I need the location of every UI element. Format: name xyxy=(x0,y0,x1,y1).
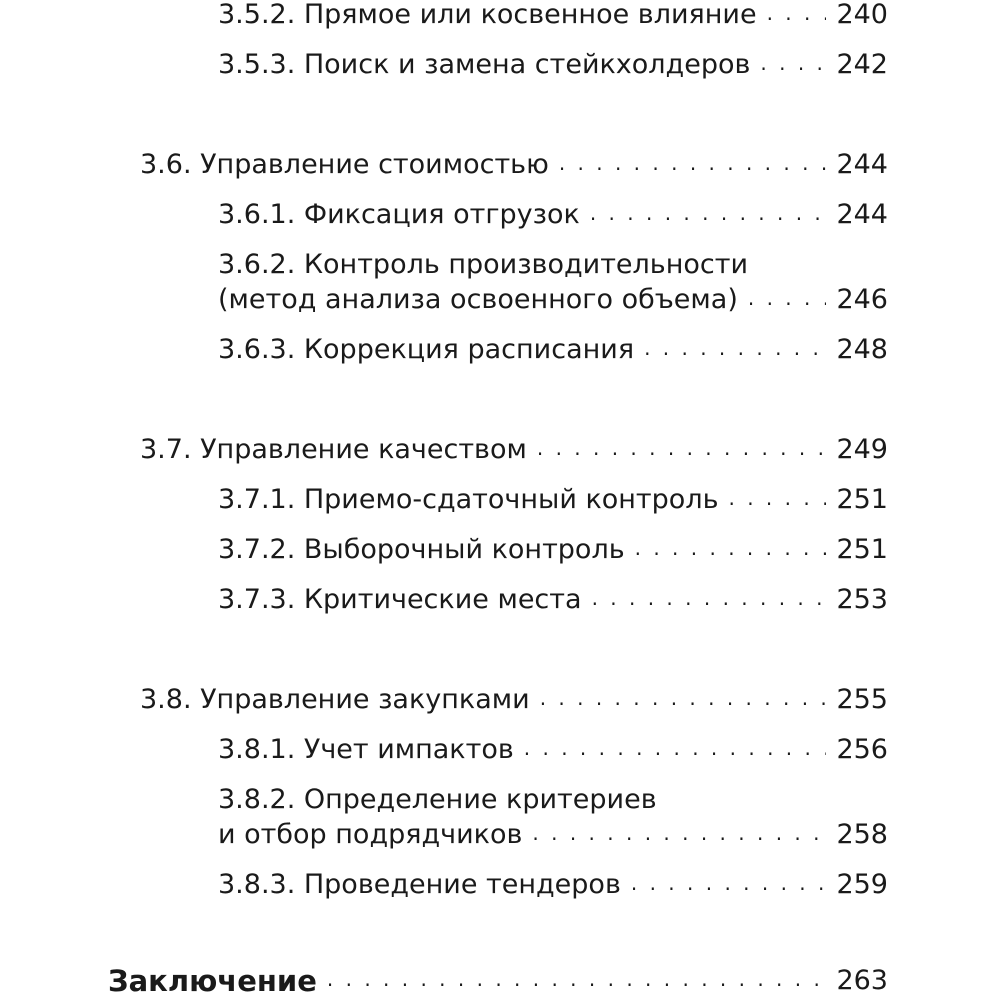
toc-entry-title-continued: и отбор подрядчиков xyxy=(218,819,523,850)
toc-entry-3-7-1[interactable] xyxy=(218,477,888,517)
toc-entry-title: 3.8. Управление закупками xyxy=(140,684,530,715)
toc-entry-3-6-1[interactable] xyxy=(218,192,888,232)
dot-leader xyxy=(592,587,827,611)
toc-entry-page-number: 249 xyxy=(836,434,888,465)
toc-entry-title: 3.8.2. Определение критериев xyxy=(218,784,657,815)
toc-entry-3-8-2[interactable] xyxy=(218,812,888,852)
toc-entry-3-5-3[interactable] xyxy=(218,42,888,82)
toc-entry-title: 3.7.2. Выборочный контроль xyxy=(218,534,625,565)
toc-entry-title: 3.5.3. Поиск и замена стейкхолдеров xyxy=(218,49,751,80)
dot-leader xyxy=(635,537,827,561)
toc-entry-title: 3.7.3. Критические места xyxy=(218,584,582,615)
toc-entry-page-number: 251 xyxy=(836,534,888,565)
dot-leader xyxy=(590,202,827,226)
toc-entry-page-number: 256 xyxy=(836,734,888,765)
toc-entry-title: Заключение xyxy=(108,964,317,998)
toc-entry-title: 3.7. Управление качеством xyxy=(140,434,527,465)
toc-entry-conclusion[interactable] xyxy=(108,958,888,998)
toc-entry-3-6-2[interactable] xyxy=(218,277,888,317)
toc-entry-title: 3.5.2. Прямое или косвенное влияние xyxy=(218,0,757,30)
dot-leader xyxy=(524,737,827,761)
dot-leader xyxy=(729,487,827,511)
toc-entry-title-continued: (метод анализа освоенного объема) xyxy=(218,284,738,315)
toc-entry-3-7[interactable] xyxy=(140,427,888,467)
toc-entry-page-number: 258 xyxy=(836,819,888,850)
dot-leader xyxy=(532,822,826,846)
dot-leader xyxy=(540,687,827,711)
toc-entry-page-number: 246 xyxy=(836,284,888,315)
toc-entry-page-number: 244 xyxy=(836,199,888,230)
dot-leader xyxy=(760,52,826,76)
dot-leader xyxy=(559,152,827,176)
dot-leader xyxy=(767,2,827,26)
toc-entry-page-number: 248 xyxy=(836,334,888,365)
dot-leader xyxy=(537,437,827,461)
toc-entry-3-7-2[interactable] xyxy=(218,527,888,567)
toc-entry-3-8-2-line1[interactable] xyxy=(218,777,888,817)
toc-entry-3-6-3[interactable] xyxy=(218,327,888,367)
toc-entry-page-number: 244 xyxy=(836,149,888,180)
toc-entry-title: 3.8.3. Проведение тендеров xyxy=(218,869,621,900)
toc-entry-title: 3.6.3. Коррекция расписания xyxy=(218,334,635,365)
toc-entry-page-number: 259 xyxy=(836,869,888,900)
dot-leader xyxy=(644,337,826,361)
toc-entry-page-number: 263 xyxy=(836,965,888,996)
toc-entry-3-8-3[interactable] xyxy=(218,862,888,902)
dot-leader xyxy=(327,968,827,992)
toc-entry-3-7-3[interactable] xyxy=(218,577,888,617)
toc-entry-title: 3.6.2. Контроль производительности xyxy=(218,249,749,280)
toc-entry-title: 3.7.1. Приемо-сдаточный контроль xyxy=(218,484,719,515)
toc-entry-3-6-2-line1[interactable] xyxy=(218,242,888,282)
toc-entry-3-8[interactable] xyxy=(140,677,888,717)
toc-entry-title: 3.6.1. Фиксация отгрузок xyxy=(218,199,580,230)
dot-leader xyxy=(631,872,827,896)
toc-entry-3-6[interactable] xyxy=(140,142,888,182)
dot-leader xyxy=(748,287,827,311)
toc-entry-page-number: 240 xyxy=(836,0,888,30)
toc-entry-page-number: 251 xyxy=(836,484,888,515)
toc-entry-page-number: 255 xyxy=(836,684,888,715)
toc-entry-3-5-2[interactable] xyxy=(218,0,888,32)
toc-entry-title: 3.8.1. Учет импактов xyxy=(218,734,514,765)
toc-entry-page-number: 253 xyxy=(836,584,888,615)
toc-entry-page-number: 242 xyxy=(836,49,888,80)
toc-entry-title: 3.6. Управление стоимостью xyxy=(140,149,549,180)
toc-entry-3-8-1[interactable] xyxy=(218,727,888,767)
